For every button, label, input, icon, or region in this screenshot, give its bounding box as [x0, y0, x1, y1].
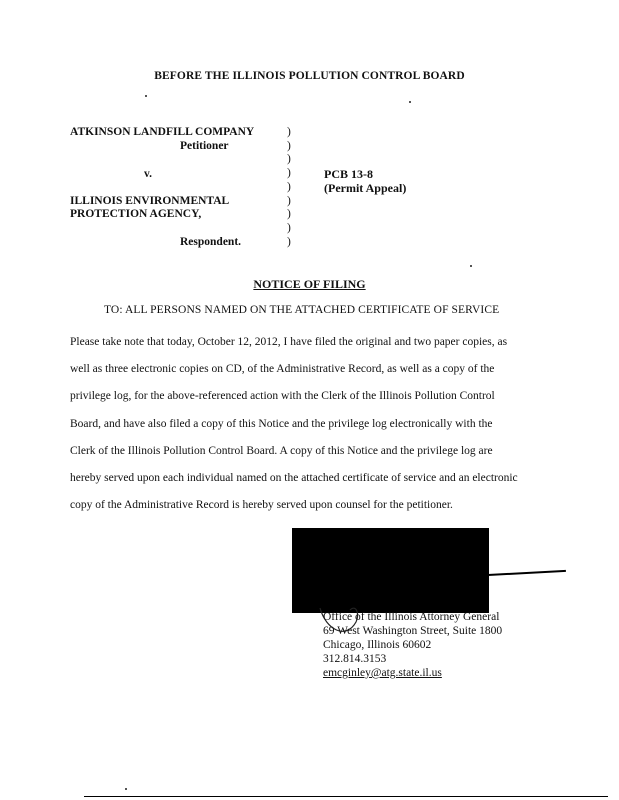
body-line: hereby served upon each individual named on the attached certificate of service and an electronic [70, 472, 518, 485]
to-line: TO: ALL PERSONS NAMED ON THE ATTACHED CERTIFICATE OF SERVICE [104, 304, 500, 316]
city-address: Chicago, Illinois 60602 [323, 639, 432, 651]
signature-stroke [488, 570, 566, 576]
phone-number: 312.814.3153 [323, 653, 387, 665]
court-heading: BEFORE THE ILLINOIS POLLUTION CONTROL BOARD [154, 70, 465, 82]
petitioner-role: Petitioner [180, 140, 229, 152]
scan-speck [125, 788, 127, 790]
petitioner-name: ATKINSON LANDFILL COMPANY [70, 126, 255, 138]
scan-speck [470, 265, 472, 267]
body-line: Clerk of the Illinois Pollution Control Board. A copy of this Notice and the privilege log are [70, 444, 493, 457]
notice-title: NOTICE OF FILING [253, 277, 366, 291]
footer-rule [84, 796, 608, 797]
body-line: well as three electronic copies on CD, of the Administrative Record, as well as a copy of the [70, 363, 495, 376]
versus-label: v. [144, 168, 152, 180]
body-line: Please take note that today, October 12, 2012, I have filed the original and two paper copies, as [70, 336, 508, 348]
body-line: Board, and have also filed a copy of this Notice and the privilege log electronically with the [70, 417, 493, 430]
signature-block [323, 610, 502, 680]
office-name: Office of the Illinois Attorney General [323, 611, 500, 623]
respondent-role: Respondent. [180, 236, 242, 248]
respondent-name-line2: PROTECTION AGENCY, [70, 208, 202, 220]
scan-speck [409, 101, 411, 103]
scan-speck [145, 95, 147, 97]
notice-body [70, 329, 554, 519]
case-number: PCB 13-8 [324, 167, 373, 181]
respondent-name-line1: ILLINOIS ENVIRONMENTAL [70, 195, 230, 207]
street-address: 69 West Washington Street, Suite 1800 [323, 625, 503, 637]
case-type: (Permit Appeal) [324, 181, 407, 195]
body-line: copy of the Administrative Record is hereby served upon counsel for the petitioner. [70, 499, 453, 512]
body-line: privilege log, for the above-referenced action with the Clerk of the Illinois Pollution Control [70, 390, 495, 403]
email-link[interactable]: emcginley@atg.state.il.us [323, 667, 442, 679]
caption-parenthesis-column: ) ) ) ) ) ) ) ) ) [287, 126, 291, 248]
